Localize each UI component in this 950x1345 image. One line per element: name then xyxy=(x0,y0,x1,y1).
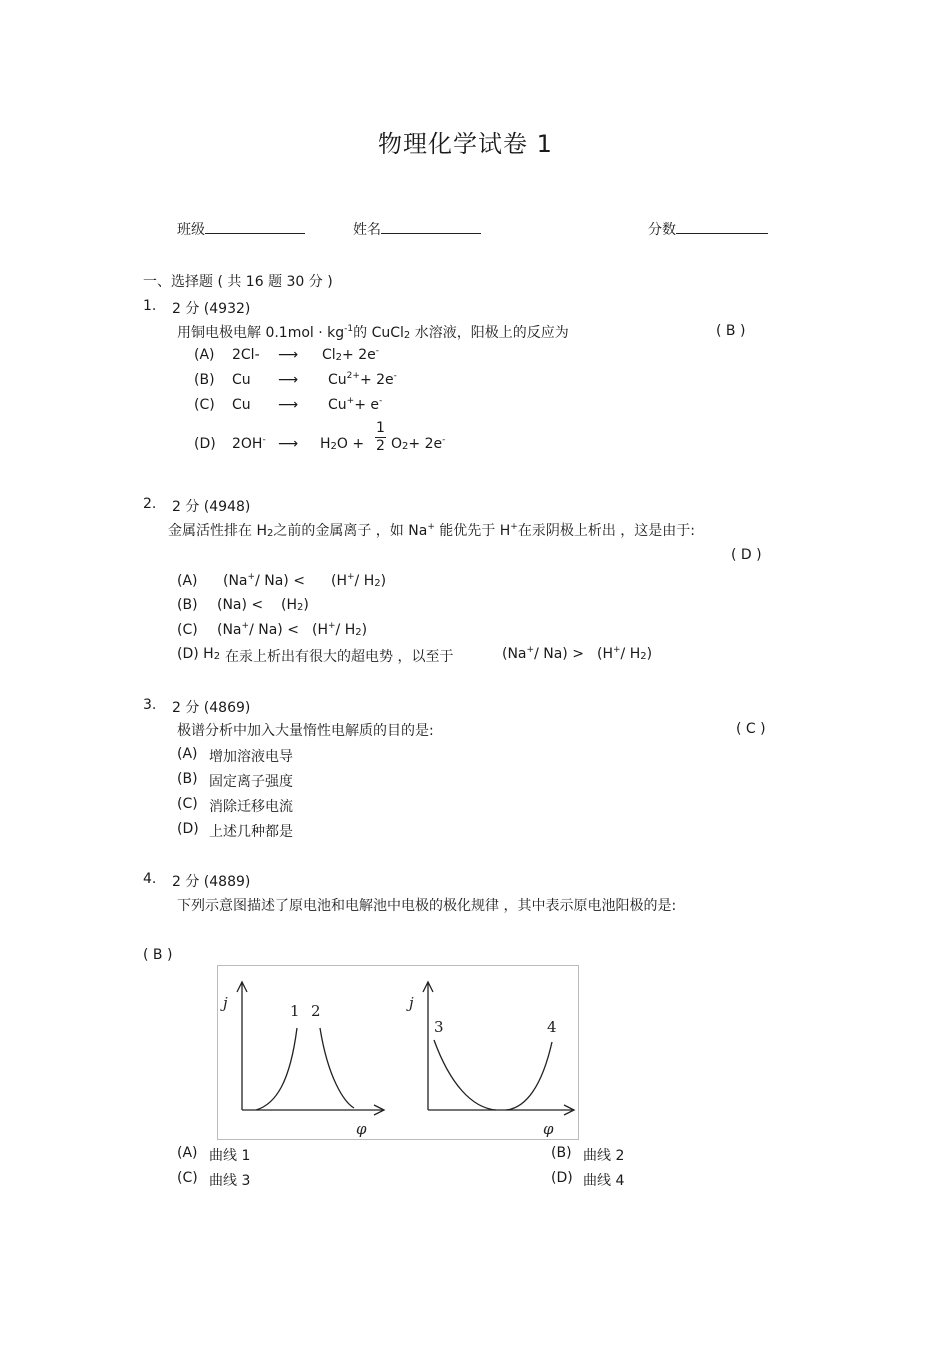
question-3-answer: ( C ) xyxy=(736,721,766,737)
curve-4 xyxy=(506,1042,552,1110)
question-2-score: 2 分 (4948) xyxy=(172,499,251,515)
product-sup: - xyxy=(375,346,379,356)
question-3-option-a xyxy=(177,746,293,765)
question-1-option-c xyxy=(194,396,383,413)
question-1-stem xyxy=(177,322,569,342)
name-label: 姓名 xyxy=(353,222,381,238)
option-part: (H xyxy=(281,597,297,613)
question-2-stem xyxy=(168,520,695,540)
option-product: H xyxy=(320,436,331,452)
option-sup: + xyxy=(613,645,621,655)
stem-part: 水溶液，阳极上的反应为 xyxy=(410,325,569,341)
polarization-figure xyxy=(217,965,579,1140)
stem-part: 的 CuCl xyxy=(353,325,404,341)
question-2-option-b xyxy=(177,597,309,613)
option-reactant: Cu xyxy=(232,397,251,413)
option-text: 曲线 1 xyxy=(209,1148,251,1164)
option-label: (B) xyxy=(551,1145,572,1161)
question-4-number: 4. xyxy=(143,871,157,887)
option-label: (D) xyxy=(551,1170,573,1186)
option-part: (H xyxy=(312,622,328,638)
option-sup: + xyxy=(328,621,336,631)
polarization-curves-diagram xyxy=(218,966,578,1139)
option-sub: 2 xyxy=(374,578,381,589)
option-text: 消除迁移电流 xyxy=(209,799,293,815)
curve-2-label: 2 xyxy=(311,1002,321,1020)
class-field xyxy=(177,219,305,239)
option-part: (Na xyxy=(223,573,248,589)
option-label: (B) xyxy=(194,372,215,388)
option-text: 增加溶液电导 xyxy=(209,749,293,765)
question-1-option-a xyxy=(194,346,379,363)
right-x-label: φ xyxy=(543,1120,554,1138)
curve-3-label: 3 xyxy=(434,1018,444,1036)
product-sup: - xyxy=(442,435,446,445)
option-part: ) xyxy=(303,597,309,613)
arrow-icon: ⟶ xyxy=(278,397,299,413)
option-product: + 2e xyxy=(408,436,443,452)
stem-part: 能优先于 H xyxy=(434,523,511,539)
option-part: ) xyxy=(361,622,368,638)
curve-1 xyxy=(256,1028,297,1110)
product-sup: - xyxy=(393,371,397,381)
question-4-option-c xyxy=(177,1170,251,1189)
question-4-stem: 下列示意图描述了原电池和电解池中电极的极化规律 ，其中表示原电池阳极的是: xyxy=(177,898,677,914)
reactant-sup: - xyxy=(262,435,266,445)
option-sub: 2 xyxy=(297,602,304,613)
arrow-icon: ⟶ xyxy=(278,347,299,363)
stem-part: 金属活性排在 H xyxy=(168,523,267,539)
question-3-option-b xyxy=(177,771,293,790)
question-1-number: 1. xyxy=(143,298,157,314)
question-2-option-a xyxy=(177,572,387,589)
option-product: Cu xyxy=(328,372,347,388)
question-4-option-d xyxy=(551,1170,625,1189)
option-product: Cu xyxy=(328,397,347,413)
question-2-option-c xyxy=(177,621,368,638)
option-sup: + xyxy=(247,572,256,582)
question-1-option-d xyxy=(194,435,365,452)
question-3-stem: 极谱分析中加入大量惰性电解质的目的是: xyxy=(177,723,434,739)
option-part: (Na xyxy=(217,622,242,638)
option-product: + 2e xyxy=(359,372,394,388)
option-part: / Na) < xyxy=(249,622,299,638)
score-field xyxy=(648,219,768,239)
stem-sub: 2 xyxy=(266,528,274,539)
option-product: O + xyxy=(336,436,365,452)
option-label: (A) xyxy=(177,1145,198,1161)
right-y-label: j xyxy=(409,994,414,1012)
stem-sup: + xyxy=(427,522,435,532)
curve-1-label: 1 xyxy=(290,1002,300,1020)
option-label: (A) xyxy=(177,573,198,589)
fraction-one-half xyxy=(374,420,387,455)
name-field xyxy=(353,219,481,239)
option-label: (C) xyxy=(194,397,215,413)
option-label: (C) xyxy=(177,622,198,638)
question-2-option-d xyxy=(177,645,653,665)
option-label: (A) xyxy=(194,347,215,363)
question-4-option-b xyxy=(551,1145,625,1164)
option-part: / H xyxy=(354,573,375,589)
option-product: + e xyxy=(354,397,379,413)
option-sup: + xyxy=(241,621,250,631)
question-1-option-d-o2 xyxy=(391,436,445,452)
left-x-label: φ xyxy=(356,1120,367,1138)
option-label: (D) xyxy=(177,821,199,837)
stem-part: 在汞阴极上析出 ，这是由于: xyxy=(517,523,696,539)
option-reactant: 2Cl- xyxy=(232,347,260,363)
product-sub: 2 xyxy=(402,441,409,452)
question-3-option-d xyxy=(177,821,293,840)
arrow-icon: ⟶ xyxy=(278,436,299,452)
product-sup: - xyxy=(379,396,383,406)
option-label: (B) xyxy=(177,771,198,787)
product-sub: 2 xyxy=(335,352,343,363)
option-label: (A) xyxy=(177,746,198,762)
option-product: O xyxy=(391,436,403,452)
option-text: 曲线 2 xyxy=(583,1148,625,1164)
question-2-number: 2. xyxy=(143,496,157,512)
option-reactant: 2OH xyxy=(232,436,263,452)
class-blank[interactable] xyxy=(205,219,305,234)
option-part: / H xyxy=(620,646,641,662)
option-reactant: Cu xyxy=(232,372,251,388)
option-label: (D) H xyxy=(177,646,214,662)
option-part: (Na) < xyxy=(217,597,264,613)
option-label: (C) xyxy=(177,1170,198,1186)
stem-sub: 2 xyxy=(403,330,411,341)
option-part: / H xyxy=(335,622,356,638)
curve-3 xyxy=(434,1040,496,1110)
product-sub: 2 xyxy=(330,441,337,452)
option-label: (B) xyxy=(177,597,198,613)
fraction-denominator: 2 xyxy=(376,438,385,454)
score-label: 分数 xyxy=(648,222,676,238)
option-label: (D) xyxy=(194,436,216,452)
stem-sup: + xyxy=(510,522,518,532)
stem-part: 用铜电极电解 0.1mol · kg xyxy=(177,325,345,341)
curve-2 xyxy=(320,1028,354,1108)
option-label: (C) xyxy=(177,796,198,812)
question-4-option-a xyxy=(177,1145,251,1164)
option-sub: 2 xyxy=(640,651,647,662)
option-sup: + xyxy=(347,572,355,582)
option-sub: 2 xyxy=(355,627,362,638)
question-3-option-c xyxy=(177,796,293,815)
option-part: / Na) < xyxy=(255,573,305,589)
option-part: ) xyxy=(380,573,387,589)
option-sub: 2 xyxy=(213,651,221,662)
option-text: 固定离子强度 xyxy=(209,774,293,790)
fraction-numerator: 1 xyxy=(376,420,385,436)
option-part: (H xyxy=(331,573,347,589)
option-part: ) xyxy=(646,646,653,662)
stem-sup: -1 xyxy=(344,324,354,334)
question-1-option-b xyxy=(194,371,397,388)
question-3-score: 2 分 (4869) xyxy=(172,700,251,716)
option-text: 上述几种都是 xyxy=(209,824,293,840)
option-sup: + xyxy=(526,645,535,655)
section-heading: 一、选择题 ( 共 16 题 30 分 ) xyxy=(143,274,333,290)
option-product: Cl xyxy=(322,347,336,363)
curve-4-label: 4 xyxy=(547,1018,557,1036)
class-label: 班级 xyxy=(177,222,205,238)
question-4-score: 2 分 (4889) xyxy=(172,874,251,890)
question-1-answer: ( B ) xyxy=(716,323,746,339)
option-product: + 2e xyxy=(342,347,376,363)
product-sup: + xyxy=(346,396,355,406)
stem-part: 之前的金属离子 ，如 Na xyxy=(273,523,428,539)
question-2-answer: ( D ) xyxy=(731,547,762,563)
name-blank[interactable] xyxy=(381,219,481,234)
question-4-answer: ( B ) xyxy=(143,947,173,963)
score-blank[interactable] xyxy=(676,219,768,234)
page-title: 物理化学试卷 1 xyxy=(378,130,553,158)
option-text: 曲线 3 xyxy=(209,1173,251,1189)
left-y-label: j xyxy=(223,994,228,1012)
question-3-number: 3. xyxy=(143,697,157,713)
option-part: (H xyxy=(597,646,613,662)
option-text: 在汞上析出有很大的超电势 ，以至于 xyxy=(225,649,454,665)
product-sup: 2+ xyxy=(346,371,360,381)
option-text: 曲线 4 xyxy=(583,1173,625,1189)
option-part: / Na) > xyxy=(534,646,584,662)
question-1-score: 2 分 (4932) xyxy=(172,301,251,317)
option-part: (Na xyxy=(502,646,527,662)
arrow-icon: ⟶ xyxy=(278,372,299,388)
